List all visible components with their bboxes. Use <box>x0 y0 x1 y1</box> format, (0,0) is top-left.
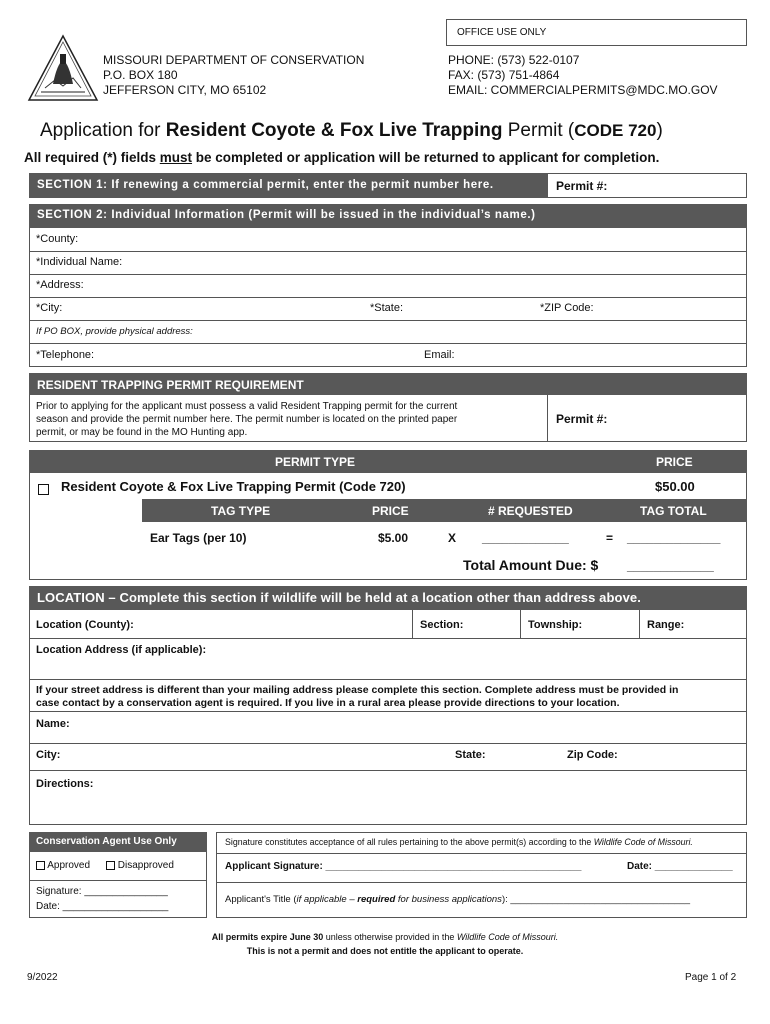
city-field[interactable]: *City: <box>36 302 63 314</box>
county-field[interactable]: *County: <box>36 233 79 245</box>
col-permit-type: PERMIT TYPE <box>275 455 356 469</box>
disapproved-label: Disapproved <box>117 860 174 871</box>
required-notice <box>24 150 659 165</box>
agent-header-text: Conservation Agent Use Only <box>36 836 177 847</box>
agency-phone: PHONE: (573) 522-0107 <box>448 53 580 67</box>
applicant-title-field[interactable] <box>225 894 690 905</box>
notice-after: be completed or application will be returned to applicant for completion. <box>192 150 660 165</box>
approved-label: Approved <box>47 860 91 871</box>
page-title <box>40 120 663 142</box>
notice-before: All required (*) fields <box>24 150 160 165</box>
accept-code: Wildlife Code of Missouri. <box>593 837 693 847</box>
section2-header <box>29 204 747 228</box>
requirement-header <box>29 373 747 395</box>
accept-text: Signature constitutes acceptance of all rules pertaining to the above permit(s) according to the <box>225 837 594 847</box>
requirement-permit-label: Permit #: <box>556 412 608 426</box>
location-header-text: LOCATION – Complete this section if wildlife will be held at a location other than address above. <box>37 590 641 605</box>
email-field[interactable]: Email: <box>424 349 455 361</box>
requirement-line1: Prior to applying for the applicant must possess a valid Resident Trapping permit for the current <box>36 401 458 412</box>
permit-name: Resident Coyote & Fox Live Trapping Permit (Code 720) <box>61 479 406 494</box>
agency-box: P.O. BOX 180 <box>103 68 178 82</box>
location-county-field[interactable]: Location (County): <box>36 619 134 631</box>
title-text-5: ): __________________________________ <box>501 894 691 905</box>
title-text-1: Applicant's Title ( <box>225 894 297 905</box>
title-part5: ) <box>656 120 663 141</box>
agent-signature-field[interactable]: Signature: _______________ <box>36 886 168 897</box>
title-text-3: required <box>357 894 396 905</box>
total-due-label: Total Amount Due: $ <box>463 557 599 573</box>
permit-price: $50.00 <box>655 479 695 494</box>
requirement-line3: permit, or may be found in the MO Hunting app. <box>36 427 248 438</box>
section2-header-text: SECTION 2: Individual Information (Permit will be issued in the individual’s name.) <box>37 209 536 221</box>
telephone-field[interactable]: *Telephone: <box>36 349 95 361</box>
col-tag-price: PRICE <box>372 504 409 518</box>
ear-tags-price: $5.00 <box>378 531 409 545</box>
disapproved-option[interactable] <box>106 860 174 871</box>
page-number: Page 1 of 2 <box>685 972 737 983</box>
signature-acceptance <box>225 837 693 847</box>
permit-checkbox[interactable] <box>38 481 49 499</box>
agency-city: JEFFERSON CITY, MO 65102 <box>103 83 267 97</box>
applicant-signature-field[interactable]: Applicant Signature: ______________________________________________ <box>225 861 582 872</box>
col-tag-type: TAG TYPE <box>211 504 271 518</box>
equals-sign: = <box>606 531 614 545</box>
zip-field[interactable]: *ZIP Code: <box>540 302 594 314</box>
location-zip-field[interactable]: Zip Code: <box>567 749 618 761</box>
location-directions-field[interactable]: Directions: <box>36 778 94 790</box>
individual-name-field[interactable]: *Individual Name: <box>36 256 123 268</box>
permit-table-header <box>29 450 747 473</box>
col-price: PRICE <box>656 455 693 469</box>
title-part3: Permit ( <box>502 120 575 141</box>
mdc-seal-logo <box>27 34 99 102</box>
section1-permit-input[interactable] <box>615 175 743 196</box>
title-part2: Resident Coyote & Fox Live Trapping <box>165 120 503 141</box>
location-township-field[interactable]: Township: <box>528 619 583 631</box>
approved-checkbox[interactable] <box>36 861 45 870</box>
title-text-4: for business applications <box>395 894 502 905</box>
location-instructions-1: If your street address is different than your mailing address please complete this section. Complete address must be provided in <box>36 684 679 696</box>
revision-date: 9/2022 <box>27 972 58 983</box>
office-use-label: OFFICE USE ONLY <box>457 27 547 38</box>
title-part1: Application for <box>40 120 166 141</box>
applicant-date-field[interactable]: Date: ______________ <box>627 861 733 872</box>
location-city-field[interactable]: City: <box>36 749 61 761</box>
location-state-field[interactable]: State: <box>455 749 486 761</box>
ear-tags-label: Ear Tags (per 10) <box>150 531 247 545</box>
expiry-text-1: All permits expire June 30 <box>211 932 324 942</box>
office-use-box <box>446 19 747 46</box>
location-header <box>29 586 747 610</box>
not-permit-note: This is not a permit and does not entitle the applicant to operate. <box>246 946 524 956</box>
title-part4: CODE 720 <box>574 121 657 140</box>
expiry-note <box>0 932 770 942</box>
multiply-sign: X <box>448 531 457 545</box>
approved-option[interactable] <box>36 860 90 871</box>
col-requested: # REQUESTED <box>488 504 573 518</box>
expiry-text-3: Wildlife Code of Missouri. <box>456 932 559 942</box>
location-name-field[interactable]: Name: <box>36 718 70 730</box>
total-due-input[interactable]: _____________ <box>627 559 714 573</box>
disapproved-checkbox[interactable] <box>106 861 115 870</box>
col-tag-total: TAG TOTAL <box>640 504 707 518</box>
tag-total-input[interactable]: ______________ <box>627 531 721 545</box>
requirement-header-text: RESIDENT TRAPPING PERMIT REQUIREMENT <box>37 378 304 392</box>
location-instructions-2: case contact by a conservation agent is required. If you live in a rural area please provide directions to your location. <box>36 697 620 709</box>
expiry-text-2: unless otherwise provided in the <box>323 932 457 942</box>
location-section-field[interactable]: Section: <box>420 619 464 631</box>
requested-input[interactable]: _____________ <box>482 531 569 545</box>
agent-header <box>29 832 207 852</box>
agency-name: MISSOURI DEPARTMENT OF CONSERVATION <box>103 53 365 67</box>
notice-must: must <box>159 150 193 165</box>
requirement-line2: season and provide the permit number here. The permit number is located on the printed paper <box>36 414 458 425</box>
section1-permit-label: Permit #: <box>556 179 608 193</box>
location-address-field[interactable]: Location Address (if applicable): <box>36 644 207 656</box>
agency-email: EMAIL: COMMERCIALPERMITS@MDC.MO.GOV <box>448 83 718 97</box>
state-field[interactable]: *State: <box>370 302 404 314</box>
agent-date-field[interactable]: Date: ___________________ <box>36 901 169 912</box>
po-box-note[interactable]: If PO BOX, provide physical address: <box>36 326 193 337</box>
title-text-2: if applicable – <box>296 894 358 905</box>
location-range-field[interactable]: Range: <box>647 619 685 631</box>
agency-fax: FAX: (573) 751-4864 <box>448 68 560 82</box>
tag-table-header <box>142 499 747 522</box>
section1-header-text: SECTION 1: If renewing a commercial permit, enter the permit number here. <box>37 179 494 191</box>
address-field[interactable]: *Address: <box>36 279 84 291</box>
requirement-permit-input[interactable] <box>615 398 743 438</box>
section1-header <box>29 173 548 198</box>
